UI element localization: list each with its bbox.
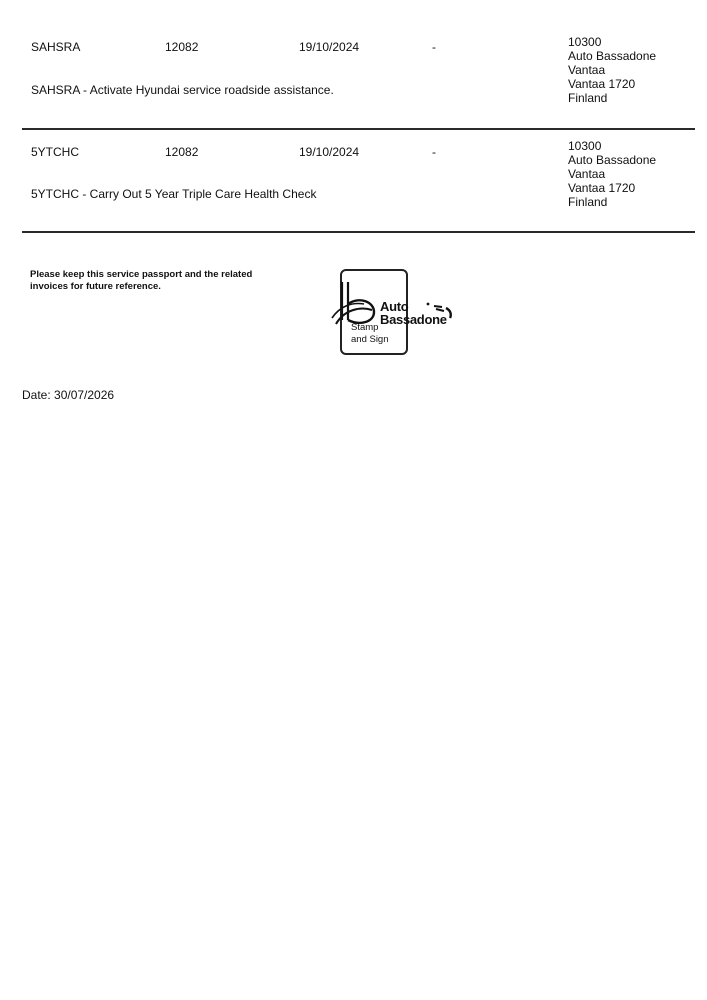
stamp-label [351,322,389,346]
dealer-number: 12082 [165,40,199,54]
stamp-label-line: Stamp [351,322,379,333]
service-code: SAHSRA [31,40,81,54]
service-date: 19/10/2024 [299,40,360,54]
service-mileage: - [432,40,436,54]
location-line: 10300 [568,35,602,49]
location-line: 10300 [568,139,602,153]
footnote [30,269,290,293]
location-line: Vantaa [568,63,606,77]
document-date: Date: 30/07/2026 [22,388,115,402]
stamp-logo-line: Bassadone [380,312,447,327]
service-location [568,139,656,209]
location-line: Vantaa [568,167,606,181]
location-line: Auto Bassadone [568,49,657,63]
stamp-label-line: and Sign [351,334,389,345]
location-line: Finland [568,195,608,209]
dealer-number: 12082 [165,145,199,159]
service-code: 5YTCHC [31,145,80,159]
footnote-line: Please keep this service passport and the related [30,269,253,280]
location-line: Auto Bassadone [568,153,657,167]
footnote-line: invoices for future reference. [30,281,161,292]
service-description: SAHSRA - Activate Hyundai service roadside assistance. [31,83,334,97]
service-description: 5YTCHC - Carry Out 5 Year Triple Care Health Check [31,187,317,201]
service-entry [22,130,694,232]
service-location [568,35,656,105]
stamp-logo-line: Auto [380,299,409,314]
row-divider [22,231,695,233]
service-date: 19/10/2024 [299,145,360,159]
location-line: Finland [568,91,608,105]
stamp-logo-text [380,300,447,326]
location-line: Vantaa 1720 [568,77,636,91]
service-entry [22,0,694,128]
location-line: Vantaa 1720 [568,181,636,195]
service-mileage: - [432,145,436,159]
